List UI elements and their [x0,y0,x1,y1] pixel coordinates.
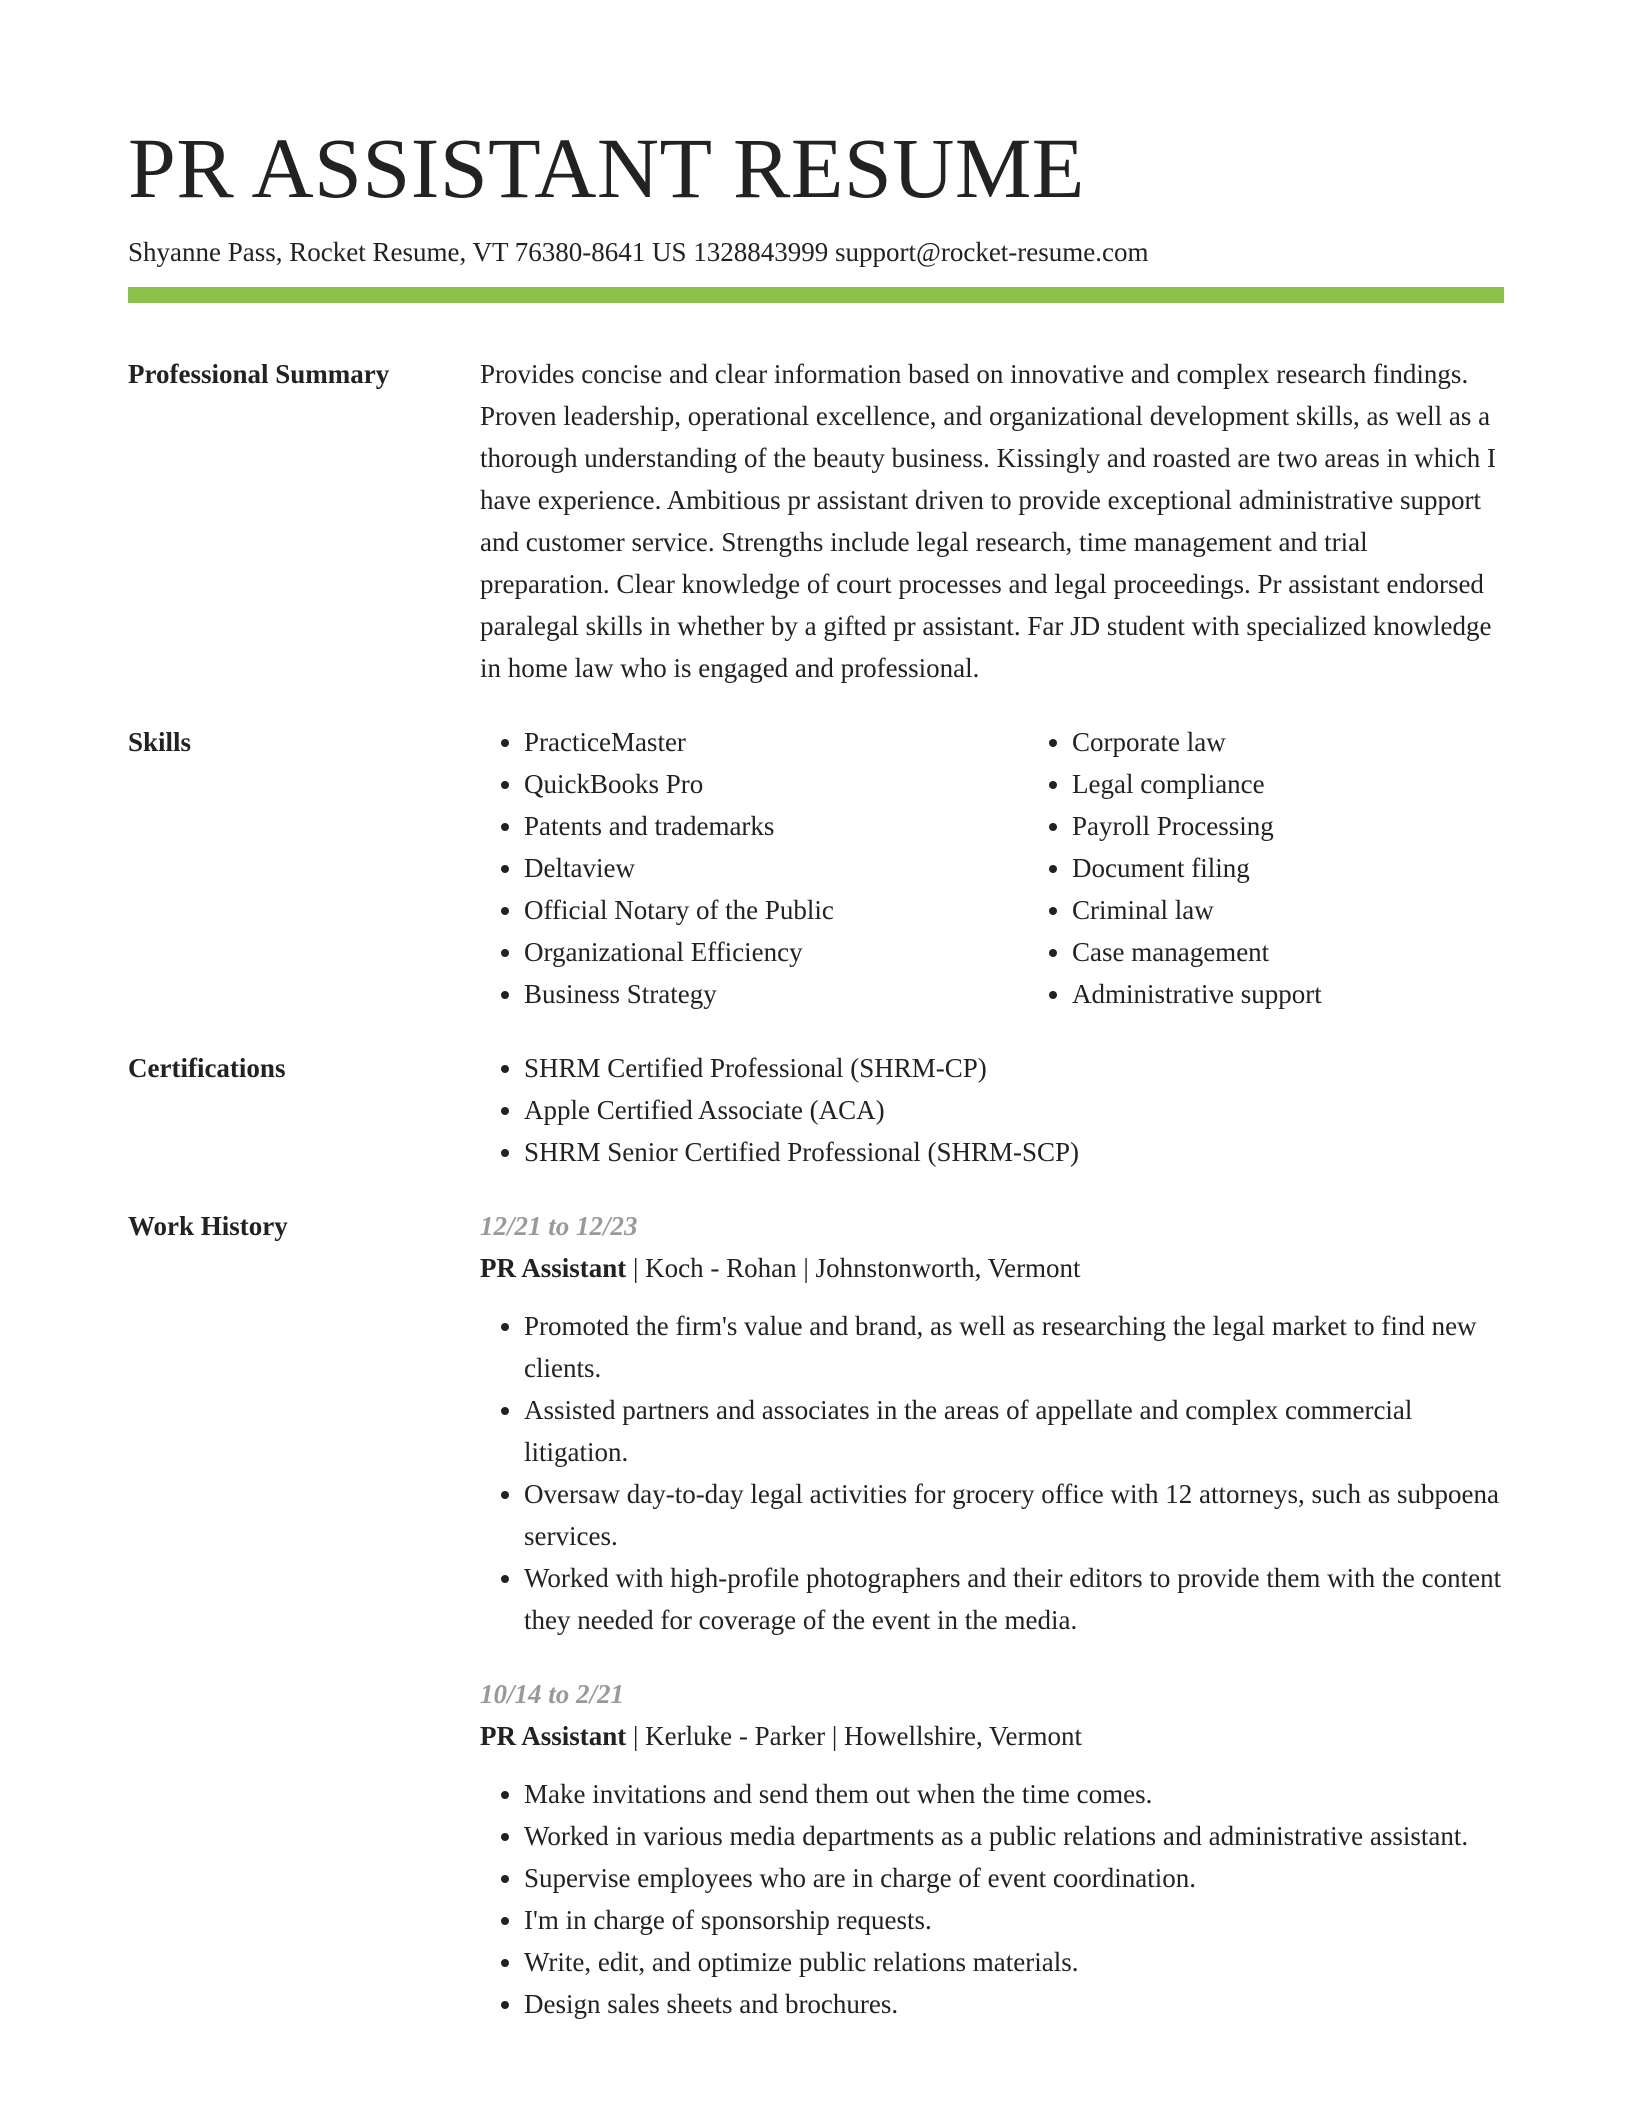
job-heading [480,1247,1504,1289]
job-dates: 10/14 to 2/21 [480,1679,625,1709]
resume-page [128,0,1504,2025]
skill-item: • Administrative support [1072,973,1576,1015]
section-label-certifications: Certifications [128,1053,286,1083]
summary-section [128,353,1504,689]
page-title: PR ASSISTANT RESUME [128,120,1085,216]
certifications-body [480,1047,1504,1173]
job-entry [480,1205,1504,1641]
skill-item: • Business Strategy [524,973,1028,1015]
section-label-skills: Skills [128,727,192,757]
skill-item: • Criminal law [1072,889,1576,931]
certifications-list [480,1047,1504,1173]
skill-item: • Patents and trademarks [524,805,1028,847]
job-details: | Kerluke - Parker | Howellshire, Vermont [626,1721,1082,1751]
job-bullet: • Worked in various media departments as a public relations and administrative assistant. [524,1815,1504,1857]
section-label-summary: Professional Summary [128,359,390,389]
work-history-section [128,1205,1504,2025]
skill-item: • Document filing [1072,847,1576,889]
certification-item: • Apple Certified Associate (ACA) [524,1089,1504,1131]
certification-item: • SHRM Senior Certified Professional (SHRM-SCP) [524,1131,1504,1173]
skill-item: • Official Notary of the Public [524,889,1028,931]
job-details: | Koch - Rohan | Johnstonworth, Vermont [626,1253,1081,1283]
job-title: PR Assistant [480,1721,627,1751]
summary-text: Provides concise and clear information based on innovative and complex research findings. Proven leadership, operational excellence, and organizational development skills, as well as a thorough understanding of the beauty business. Kissingly and roasted are two areas in which I have experience. Ambitious pr assistant driven to provide exceptional administrative support and customer service. Strengths include legal research, time management and trial preparation. Clear knowledge of court processes and legal proceedings. Pr assistant endorsed paralegal skills in whether by a gifted pr assistant. Far JD student with specialized knowledge in home law who is engaged and professional. [480,359,1497,683]
job-bullet: • Promoted the firm's value and brand, as well as researching the legal market to find new clients. [524,1305,1504,1389]
certification-item: • SHRM Certified Professional (SHRM-CP) [524,1047,1504,1089]
work-history-body [480,1205,1504,2025]
skill-item: • Organizational Efficiency [524,931,1028,973]
section-label-work-history: Work History [128,1211,288,1241]
skill-item: • Case management [1072,931,1576,973]
job-bullet: • Worked with high-profile photographers and their editors to provide them with the content they needed for coverage of the event in the media. [524,1557,1504,1641]
skill-item: • QuickBooks Pro [524,763,1028,805]
job-bullet: • Make invitations and send them out when the time comes. [524,1773,1504,1815]
job-bullet: • Assisted partners and associates in the areas of appellate and complex commercial litigation. [524,1389,1504,1473]
skills-list-right [1028,721,1576,1015]
certifications-section [128,1047,1504,1173]
skill-item: • Legal compliance [1072,763,1576,805]
skills-list-left [480,721,1028,1015]
job-heading [480,1715,1504,1757]
skill-item: • Deltaview [524,847,1028,889]
skill-item: • Corporate law [1072,721,1576,763]
skill-item: • Payroll Processing [1072,805,1576,847]
job-bullets [480,1773,1504,2025]
skill-item: • PracticeMaster [524,721,1028,763]
job-bullet: • Supervise employees who are in charge of event coordination. [524,1857,1504,1899]
job-bullets [480,1305,1504,1641]
header-divider [128,287,1504,303]
job-bullet: • I'm in charge of sponsorship requests. [524,1899,1504,1941]
job-entry [480,1673,1504,2025]
skills-section [128,721,1504,1015]
skills-columns [480,721,1576,1015]
job-title: PR Assistant [480,1253,627,1283]
job-bullet: • Design sales sheets and brochures. [524,1983,1504,2025]
job-bullet: • Write, edit, and optimize public relations materials. [524,1941,1504,1983]
job-bullet: • Oversaw day-to-day legal activities for grocery office with 12 attorneys, such as subpoena services. [524,1473,1504,1557]
job-dates: 12/21 to 12/23 [480,1211,638,1241]
contact-line: Shyanne Pass, Rocket Resume, VT 76380-8641 US 1328843999 support@rocket-resume.com [128,237,1149,267]
